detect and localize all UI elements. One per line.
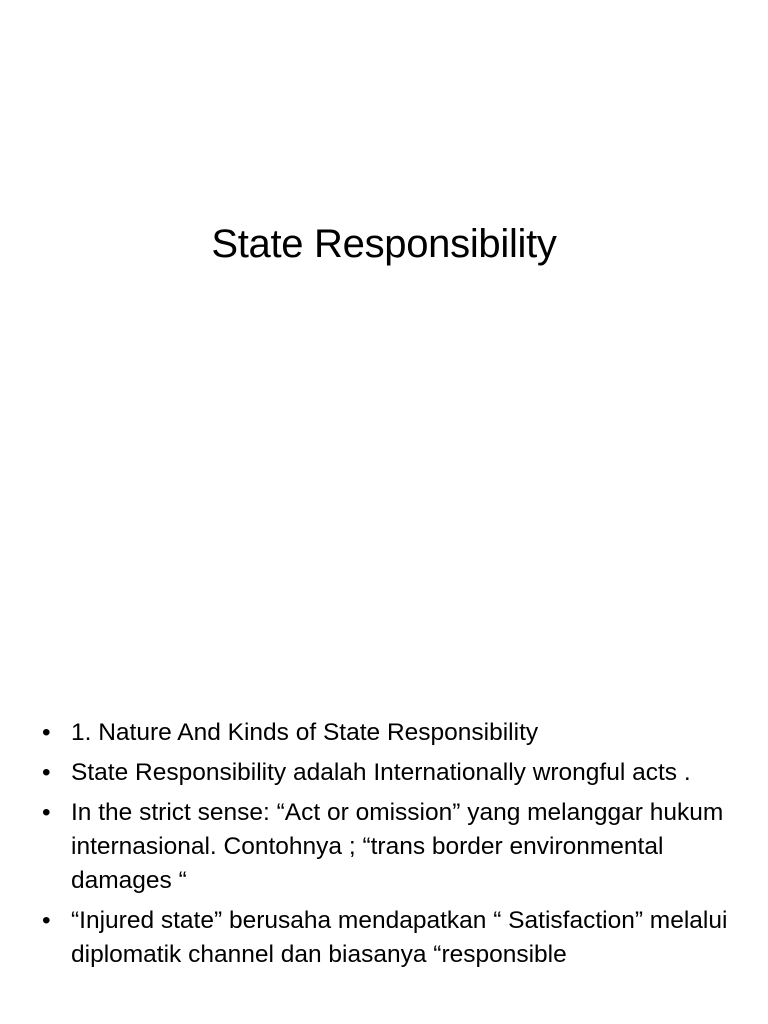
bullet-item	[42, 796, 742, 898]
bullet-text: State Responsibility adalah Internationally wrongful acts .	[71, 759, 691, 786]
slide-title: State Responsibility	[211, 222, 557, 266]
bullet-list	[42, 716, 742, 978]
bullet-item	[42, 904, 742, 972]
bullet-text: In the strict sense: “Act or omission” yang melanggar hukum internasional. Contohnya ; “trans border environmental damages “	[71, 799, 724, 894]
bullet-dot-icon: •	[42, 799, 51, 826]
bullet-item	[42, 716, 742, 750]
bullet-text: “Injured state” berusaha mendapatkan “ Satisfaction” melalui diplomatik channel dan biasanya “responsible	[71, 907, 728, 968]
bullet-dot-icon: •	[42, 759, 51, 786]
bullet-item	[42, 756, 742, 790]
bullet-text: 1. Nature And Kinds of State Responsibility	[71, 719, 539, 746]
bullet-dot-icon: •	[42, 719, 51, 746]
bullet-dot-icon: •	[42, 907, 51, 934]
